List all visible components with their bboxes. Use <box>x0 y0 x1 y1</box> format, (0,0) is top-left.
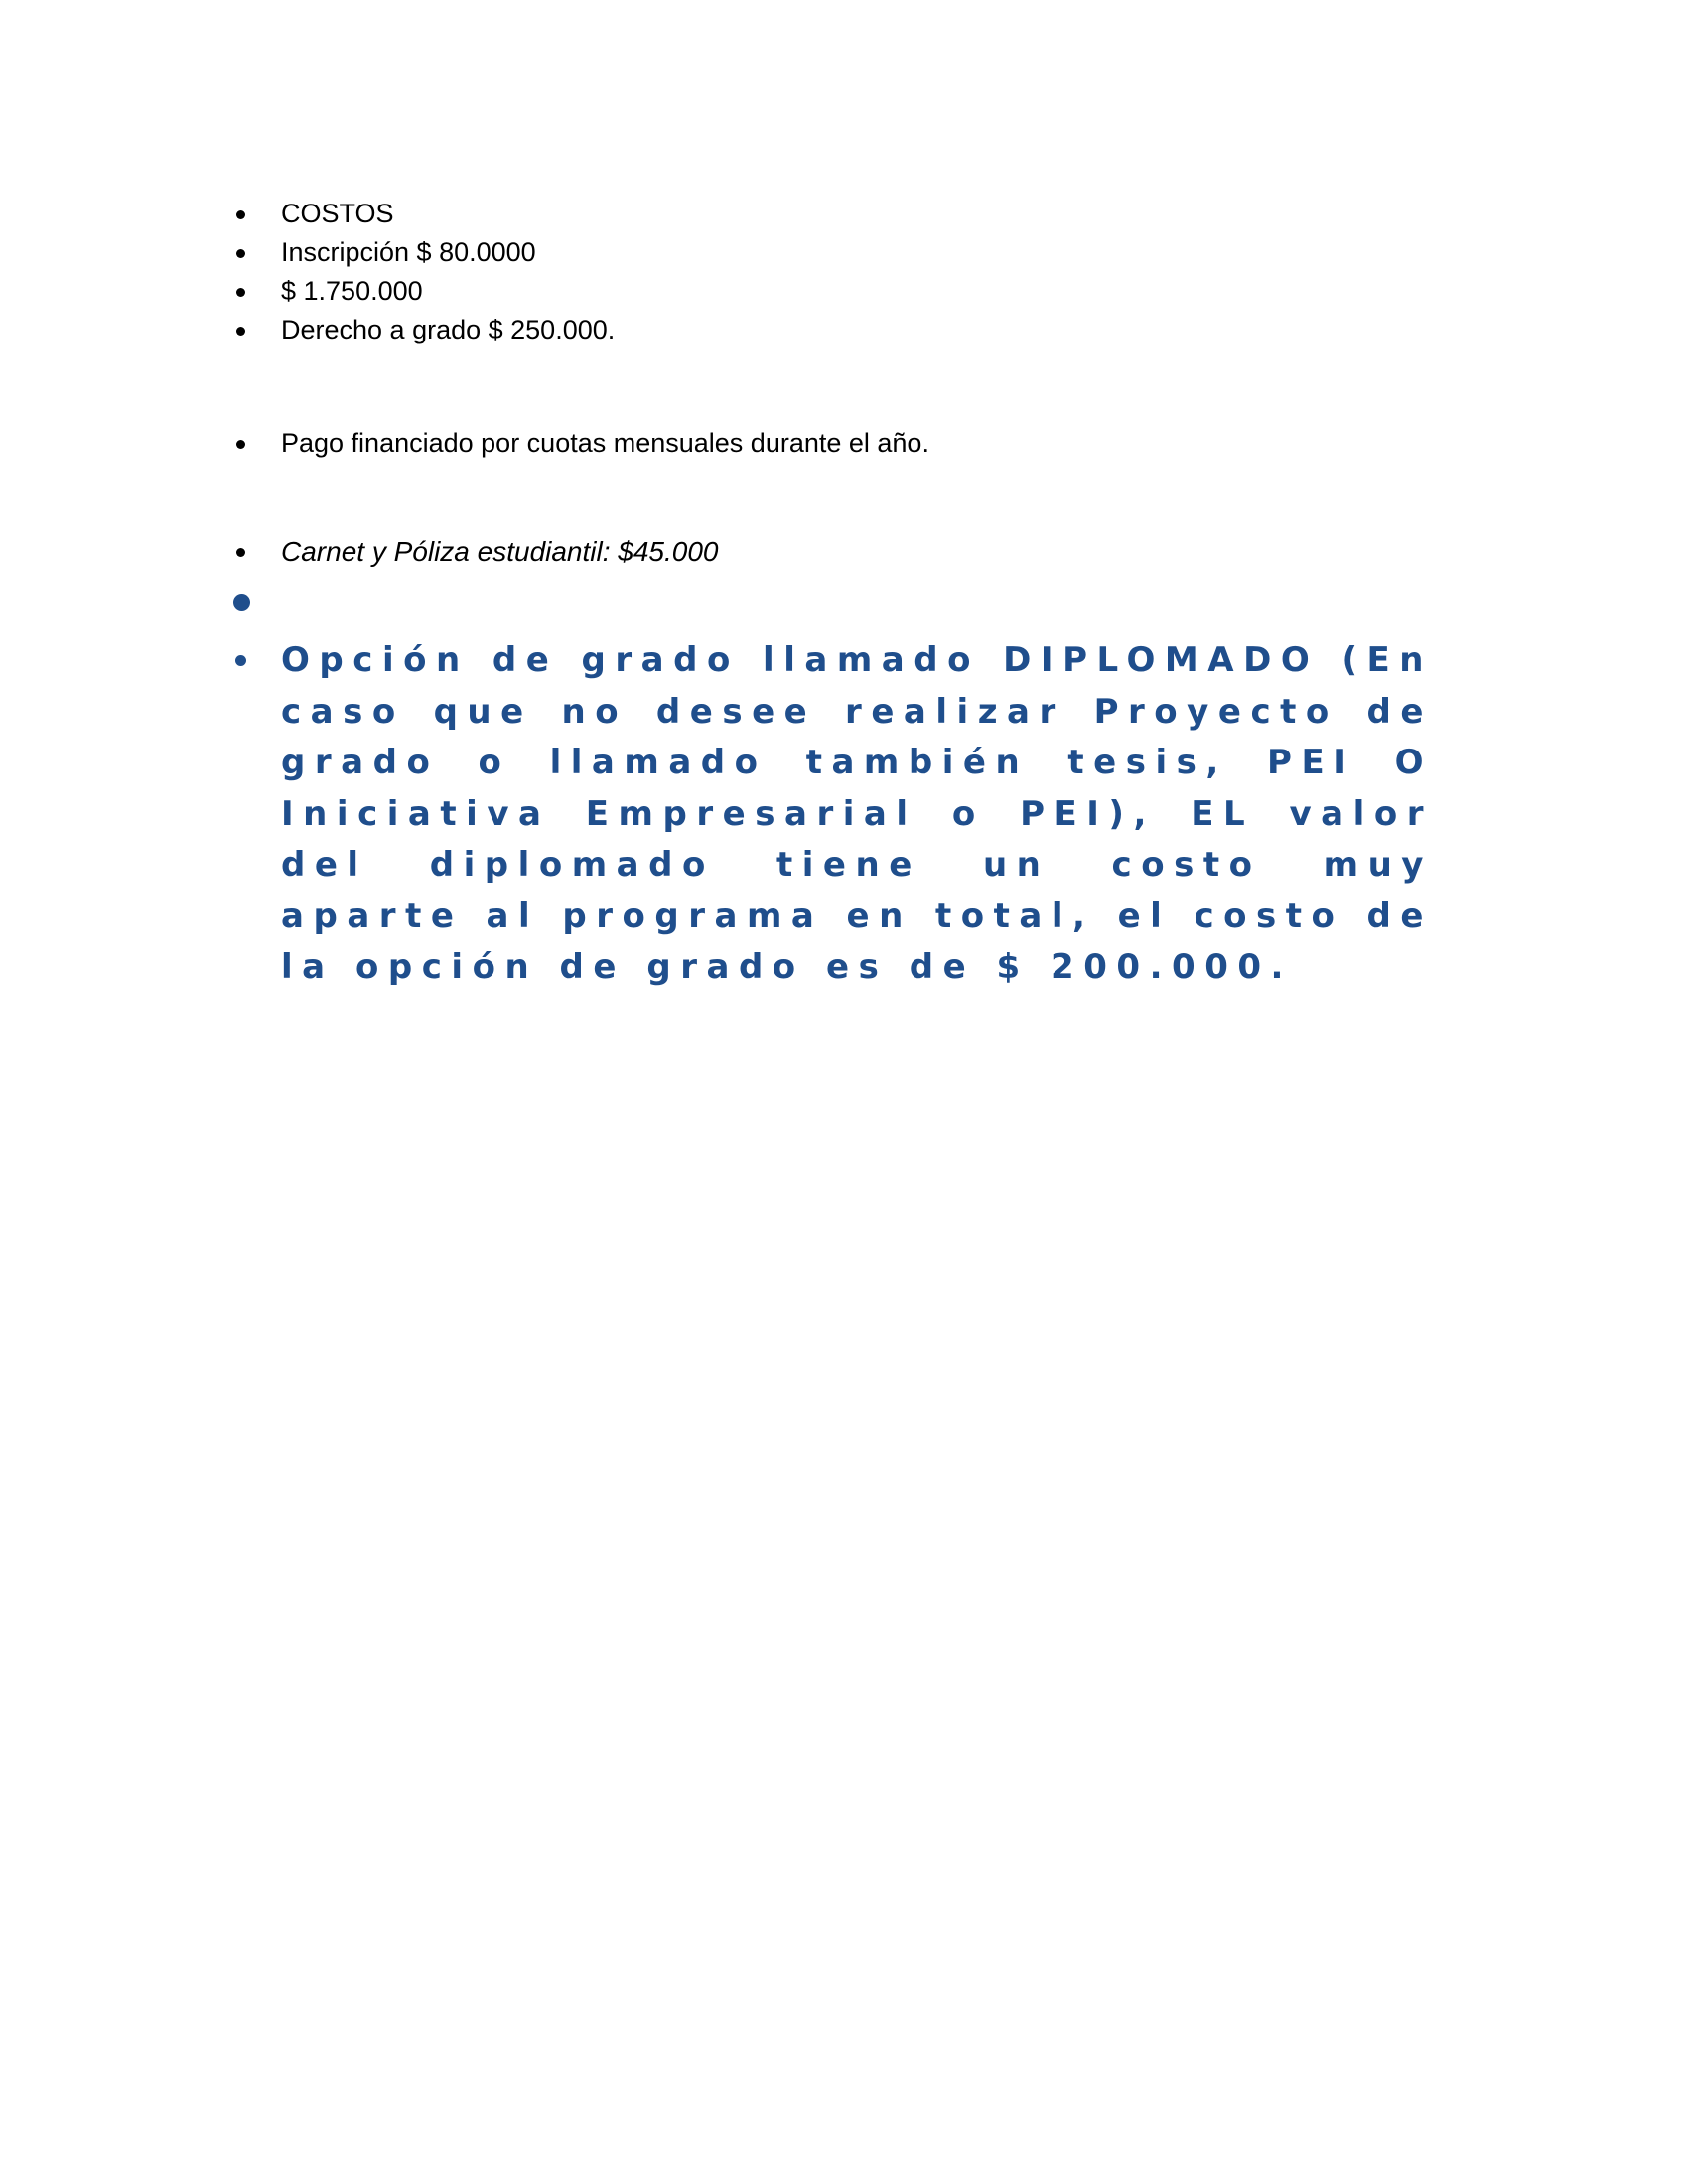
bullet-icon <box>236 249 245 258</box>
bullet-icon <box>236 288 245 297</box>
costs-heading: COSTOS <box>281 199 394 228</box>
payment-note: Pago financiado por cuotas mensuales durante el año. <box>281 428 929 458</box>
bullet-icon <box>236 327 245 336</box>
inscription-cost: Inscripción $ 80.0000 <box>281 237 536 267</box>
bullet-icon <box>236 548 245 557</box>
bullet-icon <box>236 210 245 219</box>
bullet-icon <box>235 655 246 666</box>
tuition-cost: $ 1.750.000 <box>281 276 423 306</box>
carnet-note: Carnet y Póliza estudiantil: $45.000 <box>281 536 719 567</box>
diploma-paragraph: Opción de grado llamado DIPLOMADO (En caso que no desee realizar Proyecto de grado o llamado también tesis, PEI O Iniciativa Empresarial o PEI), EL valor del diplomado tiene un costo muy aparte al programa en total, el costo de la opción de grado es de $ 200.000. <box>281 640 1433 987</box>
degree-fee: Derecho a grado $ 250.000. <box>281 315 616 344</box>
bullet-icon <box>233 594 250 611</box>
bullet-icon <box>236 440 245 449</box>
